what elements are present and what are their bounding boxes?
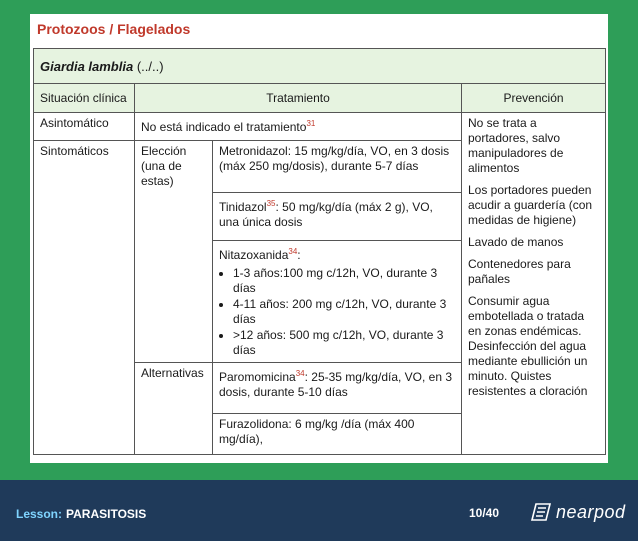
asintomatico-label: Asintomático bbox=[34, 113, 135, 141]
lesson-label: Lesson: bbox=[16, 507, 63, 521]
treatment-table bbox=[33, 48, 606, 455]
nearpod-logo bbox=[530, 500, 626, 524]
nitazoxanida-dose-list bbox=[219, 266, 455, 358]
asintomatico-row bbox=[34, 113, 606, 141]
page-counter: 10/40 bbox=[469, 506, 500, 520]
tinidazol-ref: 35 bbox=[266, 199, 276, 208]
organism-name: Giardia lamblia bbox=[40, 58, 134, 74]
paromomicina-name: Paromomicina bbox=[219, 370, 296, 384]
organism-cell bbox=[34, 49, 606, 84]
prevention-item: Lavado de manos bbox=[468, 235, 564, 249]
nearpod-logo-icon bbox=[530, 502, 552, 522]
asintomatico-ref: 31 bbox=[306, 119, 316, 128]
asintomatico-treatment bbox=[135, 113, 462, 141]
asintomatico-text: No está indicado el tratamiento bbox=[141, 120, 307, 134]
prevention-item: No se trata a portadores, salvo manipuladores de alimentos bbox=[468, 116, 564, 175]
header-row bbox=[34, 84, 606, 113]
dose-item: • 1-3 años:100 mg c/12h, VO, durante 3 días bbox=[233, 266, 455, 296]
nitazoxanida-cell bbox=[213, 241, 462, 363]
tinidazol-cell bbox=[213, 193, 462, 241]
slide-content bbox=[30, 14, 608, 463]
paromomicina-cell bbox=[213, 363, 462, 414]
header-prevention: Prevención bbox=[462, 84, 606, 113]
nitazoxanida-name: Nitazoxanida bbox=[219, 248, 289, 262]
paromomicina-ref: 34 bbox=[295, 369, 305, 378]
alternativas-label: Alternativas bbox=[135, 363, 213, 455]
tinidazol-name: Tinidazol bbox=[219, 200, 267, 214]
section-title: Protozoos / Flagelados bbox=[37, 21, 191, 37]
paromomicina-rest: : 25-35 mg/kg/día, VO, en 3 dosis, durante 5-10 días bbox=[219, 370, 453, 399]
metronidazol-cell: Metronidazol: 15 mg/kg/día, VO, en 3 dosis (máx 250 mg/dosis), durante 5-7 días bbox=[213, 141, 462, 193]
eleccion-label: Elección (una de estas) bbox=[135, 141, 213, 363]
sintomaticos-label: Sintomáticos bbox=[34, 141, 135, 455]
furazolidona-cell: Furazolidona: 6 mg/kg /día (máx 400 mg/día), bbox=[213, 414, 462, 455]
lesson-info bbox=[16, 507, 146, 521]
lesson-title: PARASITOSIS bbox=[66, 507, 147, 521]
prevention-item: Los portadores pueden acudir a guardería (con medidas de higiene) bbox=[468, 183, 593, 227]
prevention-item: Contenedores para pañales bbox=[468, 257, 571, 286]
section-title-bar bbox=[30, 14, 608, 48]
footer-bar bbox=[0, 480, 638, 541]
nitazoxanida-rest: : bbox=[297, 248, 301, 262]
organism-row bbox=[34, 49, 606, 84]
organism-suffix: (../..) bbox=[133, 58, 164, 74]
dose-item: • 4-11 años: 200 mg c/12h, VO, durante 3 días bbox=[233, 297, 455, 327]
tinidazol-rest: : 50 mg/kg/día (máx 2 g), VO, una única dosis bbox=[219, 200, 433, 229]
prevention-item: Consumir agua embotellada o tratada en zonas endémicas. Desinfección del agua mediante ebullición un minuto. Quistes resistentes a cloración bbox=[468, 294, 588, 398]
dose-item: • >12 años: 500 mg c/12h, VO, durante 3 días bbox=[233, 328, 455, 358]
brand-name: nearpod bbox=[556, 501, 626, 522]
prevention-cell bbox=[462, 113, 606, 455]
header-situation: Situación clínica bbox=[34, 84, 135, 113]
header-treatment: Tratamiento bbox=[135, 84, 462, 113]
nitazoxanida-ref: 34 bbox=[288, 247, 298, 256]
